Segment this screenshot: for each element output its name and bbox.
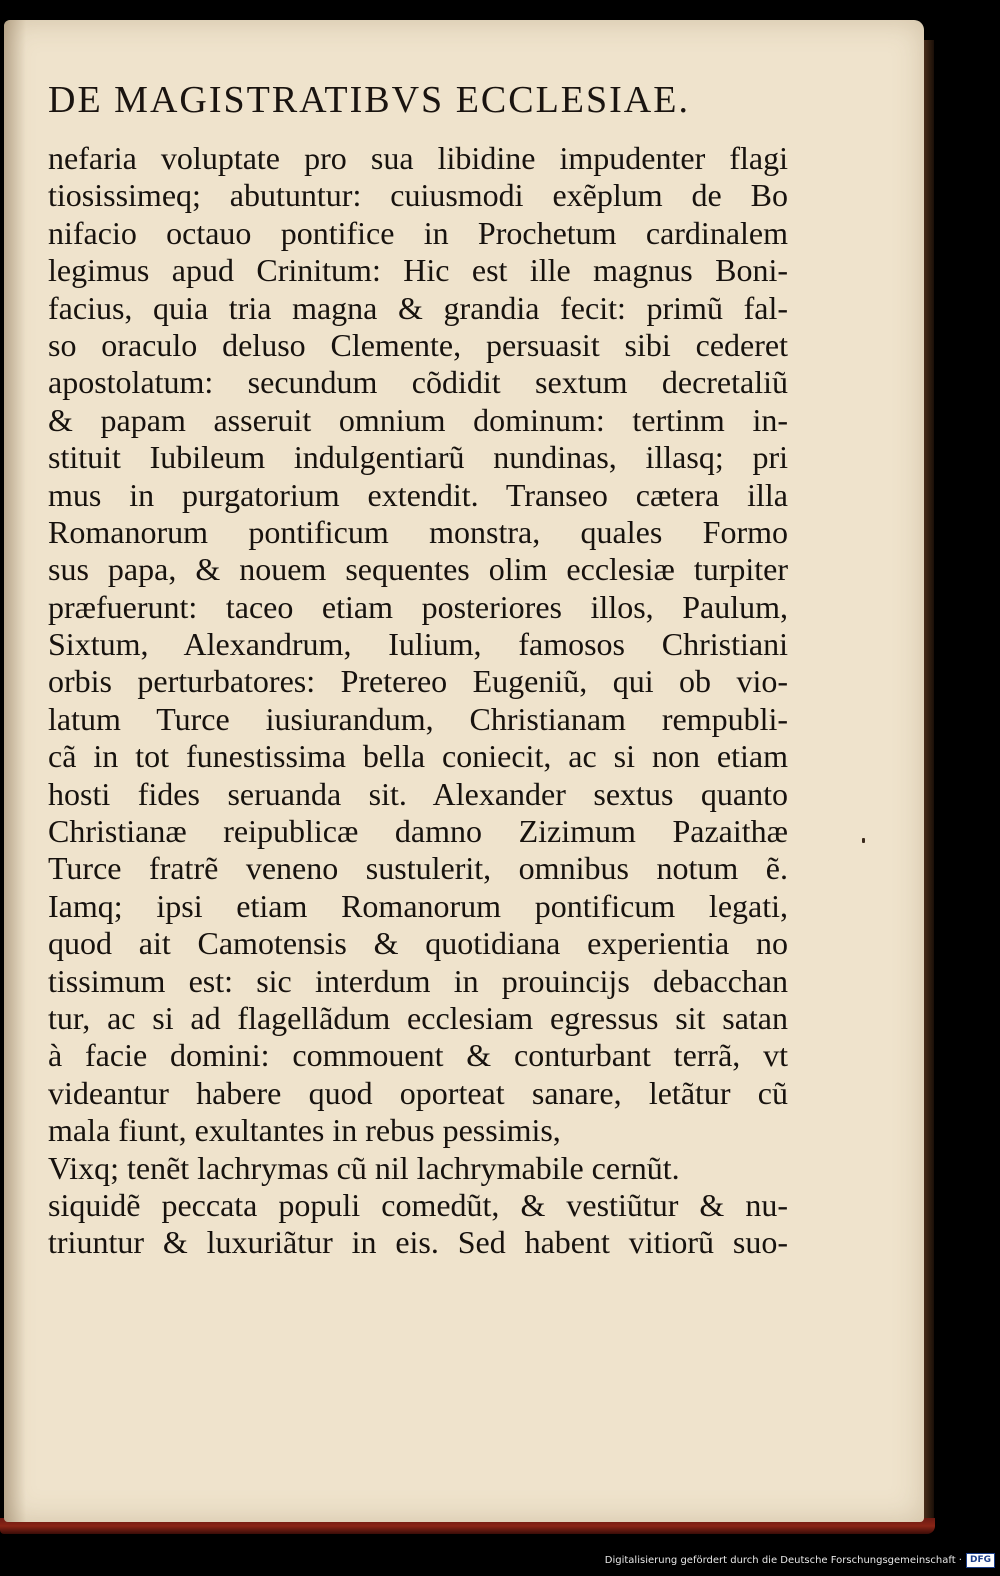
body-text (48, 140, 788, 1262)
text-line: stituit Iubileum indulgentiarũ nundinas, illasq; pri (48, 439, 788, 476)
text-line: Christianæ reipublicæ damno Zizimum Pazaithæ (48, 813, 788, 850)
text-line: quod ait Camotensis & quotidiana experientia no (48, 925, 788, 962)
text-line: tur, ac si ad flagellãdum ecclesiam egressus sit satan (48, 999, 788, 1036)
text-line: nifacio octauo pontifice in Prochetum cardinalem (48, 214, 788, 251)
text-line: tiosissimeq; abutuntur: cuiusmodi exẽplum de Bo (48, 177, 788, 214)
text-line: nefaria voluptate pro sua libidine impudenter flagi (48, 140, 788, 176)
text-line: tissimum est: sic interdum in prouincijs debacchan (48, 962, 788, 999)
paper-speck (862, 838, 865, 843)
running-head: DE MAGISTRATIBVS ECCLESIAE. (48, 79, 690, 121)
text-line: mus in purgatorium extendit. Transeo cætera illa (48, 476, 788, 513)
text-line: præfuerunt: taceo etiam posteriores illos, Paulum, (48, 588, 788, 625)
text-line: Romanorum pontificum monstra, quales Formo (48, 513, 788, 550)
text-line: hosti fides seruanda sit. Alexander sextus quanto (48, 775, 788, 812)
text-line: Turce fratrẽ veneno sustulerit, omnibus notum ẽ. (48, 850, 788, 887)
text-line: cã in tot funestissima bella coniecit, ac si non etiam (48, 738, 788, 775)
text-line: sus papa, & nouem sequentes olim ecclesiæ turpiter (48, 551, 788, 588)
footer-credit: Digitalisierung gefördert durch die Deutsche Forschungsgemeinschaft · (604, 1554, 962, 1566)
text-line: triuntur & luxuriãtur in eis. Sed habent vitiorũ suo- (48, 1224, 788, 1261)
digitization-footer (600, 1551, 995, 1569)
text-line: siquidẽ peccata populi comedũt, & vestiũtur & nu- (48, 1186, 788, 1223)
text-line: à facie domini: commouent & conturbant terrã, vt (48, 1037, 788, 1074)
text-line: orbis perturbatores: Pretereo Eugeniũ, qui ob vio- (48, 663, 788, 700)
text-line: legimus apud Crinitum: Hic est ille magnus Boni- (48, 252, 788, 289)
text-line: facius, quia tria magna & grandia fecit: primũ fal- (48, 289, 788, 326)
text-line: latum Turce iusiurandum, Christianam rempubli- (48, 700, 788, 737)
text-line: videantur habere quod oporteat sanare, letãtur cũ (48, 1074, 788, 1111)
text-line: & papam asseruit omnium dominum: tertinm in- (48, 401, 788, 438)
text-line: Iamq; ipsi etiam Romanorum pontificum legati, (48, 887, 788, 924)
dfg-logo-icon: DFG (966, 1553, 995, 1568)
text-line: Sixtum, Alexandrum, Iulium, famosos Christiani (48, 626, 788, 663)
text-line: so oraculo deluso Clemente, persuasit sibi cederet (48, 326, 788, 363)
text-line: apostolatum: secundum cõdidit sextum decretaliũ (48, 364, 788, 401)
text-line: mala fiunt, exultantes in rebus pessimis, (48, 1112, 561, 1149)
text-line: Vixq; tenẽt lachrymas cũ nil lachrymabile cernũt. (48, 1149, 680, 1186)
